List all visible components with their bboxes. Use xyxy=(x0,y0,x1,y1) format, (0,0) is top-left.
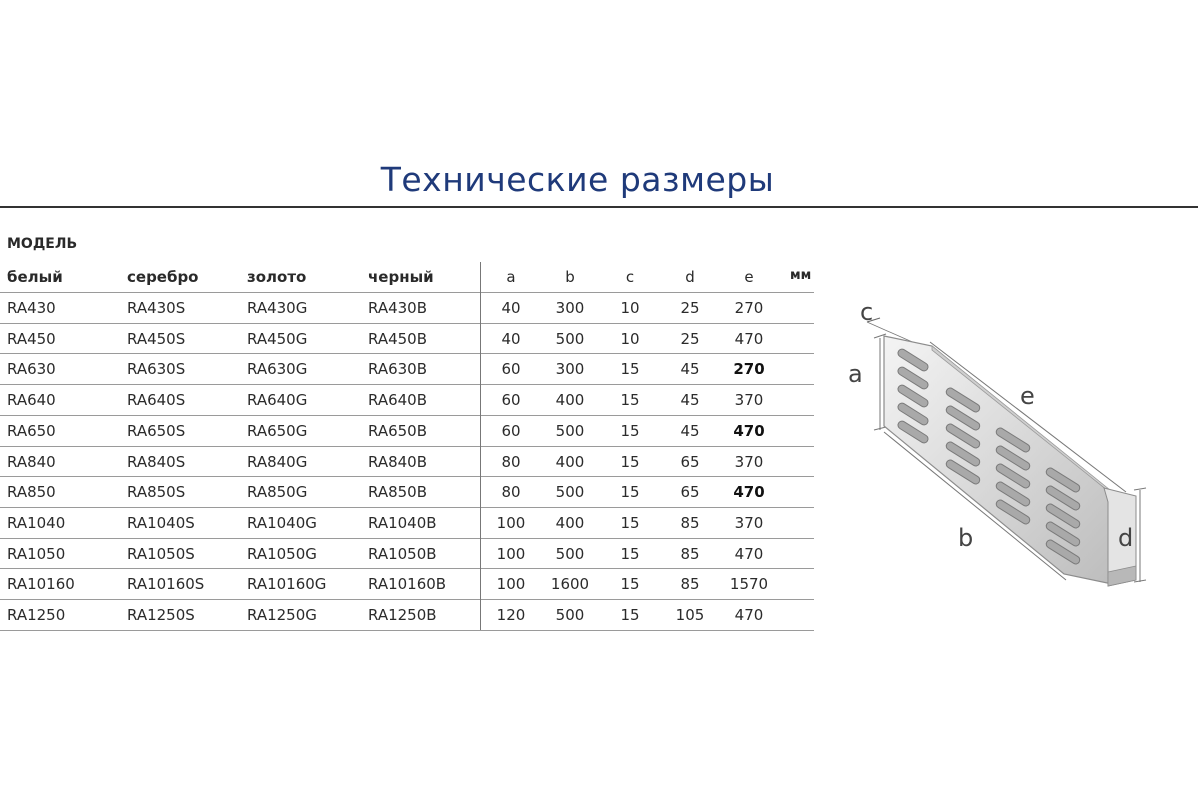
cell-black: RA650B xyxy=(368,421,427,440)
cell-white: RA1050 xyxy=(7,544,66,563)
page-title: Технические размеры xyxy=(380,160,775,199)
cell-d: 65 xyxy=(680,452,700,471)
cell-d: 65 xyxy=(680,483,700,502)
cell-silver: RA1040S xyxy=(127,513,195,532)
table-row xyxy=(0,507,814,538)
cell-gold: RA10160G xyxy=(247,575,327,594)
header-unit: мм xyxy=(790,268,812,283)
cell-b: 400 xyxy=(555,391,585,410)
cell-c: 15 xyxy=(620,606,640,624)
table-header xyxy=(0,268,814,288)
header-d: d xyxy=(685,268,695,286)
header-c: c xyxy=(625,268,635,286)
row-divider xyxy=(0,630,814,631)
cell-d: 25 xyxy=(680,329,700,348)
cell-c: 15 xyxy=(620,513,640,532)
cell-b: 500 xyxy=(555,483,585,502)
cell-c: 15 xyxy=(620,575,640,594)
cell-white: RA1250 xyxy=(7,606,66,624)
cell-a: 100 xyxy=(496,544,526,563)
cell-black: RA430B xyxy=(368,299,427,317)
table-row xyxy=(0,538,814,569)
cell-a: 80 xyxy=(501,452,521,471)
cell-c: 15 xyxy=(620,391,640,410)
cell-black: RA450B xyxy=(368,329,427,348)
cell-gold: RA850G xyxy=(247,483,308,502)
header-gold: золото xyxy=(247,268,307,286)
header-e: e xyxy=(744,268,754,286)
cell-a: 60 xyxy=(501,421,521,440)
cell-d: 45 xyxy=(680,421,700,440)
label-e: e xyxy=(1020,382,1035,410)
cell-silver: RA10160S xyxy=(127,575,205,594)
cell-black: RA10160B xyxy=(368,575,447,594)
cell-white: RA430 xyxy=(7,299,56,317)
cell-d: 45 xyxy=(680,391,700,410)
cell-c: 15 xyxy=(620,544,640,563)
cell-a: 120 xyxy=(496,606,526,624)
cell-b: 400 xyxy=(555,452,585,471)
cell-b: 500 xyxy=(555,421,585,440)
title-divider xyxy=(0,206,1198,208)
cell-silver: RA650S xyxy=(127,421,186,440)
header-silver: серебро xyxy=(127,268,199,286)
header-white: белый xyxy=(7,268,63,286)
cell-silver: RA1050S xyxy=(127,544,195,563)
cell-e: 470 xyxy=(733,483,765,502)
table-row xyxy=(0,599,814,630)
cell-d: 85 xyxy=(680,575,700,594)
table-row xyxy=(0,568,814,599)
model-label: МОДЕЛЬ xyxy=(7,236,78,252)
cell-gold: RA430G xyxy=(247,299,308,317)
cell-white: RA840 xyxy=(7,452,56,471)
cell-white: RA1040 xyxy=(7,513,66,532)
table-row xyxy=(0,384,814,415)
cell-gold: RA640G xyxy=(247,391,308,410)
cell-black: RA1040B xyxy=(368,513,437,532)
table-row xyxy=(0,353,814,384)
cell-gold: RA1040G xyxy=(247,513,317,532)
cell-black: RA850B xyxy=(368,483,427,502)
cell-e: 270 xyxy=(733,360,765,379)
cell-a: 100 xyxy=(496,575,526,594)
cell-black: RA640B xyxy=(368,391,427,410)
table-row xyxy=(0,476,814,507)
cell-e: 1570 xyxy=(729,575,769,594)
cell-e: 470 xyxy=(733,421,765,440)
cell-d: 45 xyxy=(680,360,700,379)
cell-white: RA10160 xyxy=(7,575,75,594)
table-row xyxy=(0,415,814,446)
cell-gold: RA1250G xyxy=(247,606,317,624)
cell-b: 300 xyxy=(555,299,585,317)
cell-black: RA1250B xyxy=(368,606,437,624)
cell-a: 40 xyxy=(501,299,521,317)
cell-white: RA650 xyxy=(7,421,56,440)
cell-a: 100 xyxy=(496,513,526,532)
cell-gold: RA450G xyxy=(247,329,308,348)
cell-black: RA630B xyxy=(368,360,427,379)
cell-e: 270 xyxy=(734,299,764,317)
cell-black: RA840B xyxy=(368,452,427,471)
cell-gold: RA650G xyxy=(247,421,308,440)
cell-silver: RA640S xyxy=(127,391,186,410)
cell-black: RA1050B xyxy=(368,544,437,563)
cell-d: 25 xyxy=(680,299,700,317)
cell-a: 80 xyxy=(501,483,521,502)
cell-b: 500 xyxy=(555,544,585,563)
cell-e: 370 xyxy=(734,391,764,410)
header-b: b xyxy=(565,268,575,286)
cell-b: 300 xyxy=(555,360,585,379)
cell-white: RA640 xyxy=(7,391,56,410)
cell-c: 15 xyxy=(620,360,640,379)
cell-white: RA850 xyxy=(7,483,56,502)
cell-a: 60 xyxy=(501,391,521,410)
cell-e: 470 xyxy=(734,329,764,348)
grille-diagram xyxy=(840,290,1160,640)
table-row xyxy=(0,446,814,477)
cell-silver: RA850S xyxy=(127,483,186,502)
header-a: a xyxy=(506,268,516,286)
cell-c: 10 xyxy=(620,329,640,348)
cell-d: 105 xyxy=(675,606,705,624)
cell-b: 500 xyxy=(555,606,585,624)
label-d: d xyxy=(1118,524,1134,552)
cell-c: 15 xyxy=(620,483,640,502)
header-black: черный xyxy=(368,268,434,286)
table-row xyxy=(0,292,814,323)
cell-silver: RA1250S xyxy=(127,606,195,624)
cell-white: RA450 xyxy=(7,329,56,348)
cell-c: 10 xyxy=(620,299,640,317)
table-row xyxy=(0,323,814,354)
cell-e: 470 xyxy=(734,544,764,563)
cell-c: 15 xyxy=(620,452,640,471)
cell-gold: RA840G xyxy=(247,452,308,471)
cell-e: 370 xyxy=(734,452,764,471)
cell-b: 500 xyxy=(555,329,585,348)
column-separator xyxy=(480,262,481,630)
cell-e: 370 xyxy=(734,513,764,532)
cell-silver: RA450S xyxy=(127,329,186,348)
label-b: b xyxy=(958,524,974,552)
cell-d: 85 xyxy=(680,513,700,532)
cell-e: 470 xyxy=(734,606,764,624)
cell-silver: RA840S xyxy=(127,452,186,471)
cell-b: 400 xyxy=(555,513,585,532)
cell-d: 85 xyxy=(680,544,700,563)
label-a: a xyxy=(848,360,863,388)
cell-a: 40 xyxy=(501,329,521,348)
label-c: c xyxy=(860,298,874,326)
cell-c: 15 xyxy=(620,421,640,440)
cell-a: 60 xyxy=(501,360,521,379)
cell-gold: RA1050G xyxy=(247,544,317,563)
cell-gold: RA630G xyxy=(247,360,308,379)
cell-silver: RA430S xyxy=(127,299,186,317)
cell-b: 1600 xyxy=(550,575,590,594)
cell-silver: RA630S xyxy=(127,360,186,379)
cell-white: RA630 xyxy=(7,360,56,379)
